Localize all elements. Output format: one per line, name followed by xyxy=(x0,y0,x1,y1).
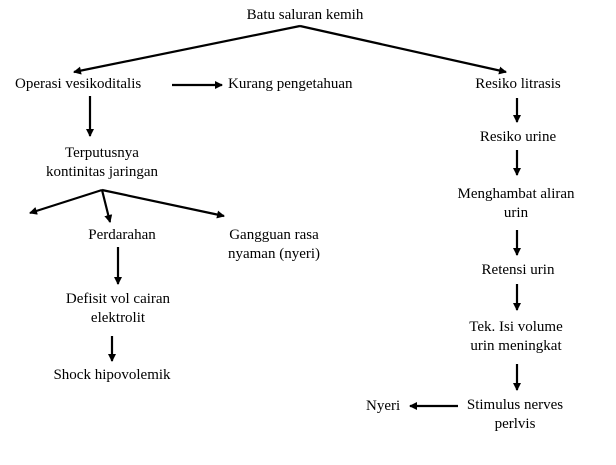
node-tek-isi-volume xyxy=(469,318,563,356)
node-resiko-litrasis: Resiko litrasis xyxy=(475,76,561,92)
node-gangguan-rasa-nyaman xyxy=(228,226,320,264)
node-resiko-urine: Resiko urine xyxy=(479,129,557,145)
node-stimulus-nerves xyxy=(467,396,563,434)
arrow-terputus-to-left xyxy=(30,190,102,213)
arrow-terputus-to-gangguan xyxy=(102,190,224,216)
node-kurang-pengetahuan: Kurang pengetahuan xyxy=(228,76,353,92)
arrow-terputus-to-perdarahan xyxy=(102,190,110,222)
node-perdarahan: Perdarahan xyxy=(88,227,156,243)
defisit-line-2: elektrolit xyxy=(90,310,146,326)
gangguan-line-1: Gangguan rasa xyxy=(229,227,319,243)
gangguan-line-2: nyaman (nyeri) xyxy=(227,246,321,262)
menghambat-line-2: urin xyxy=(503,205,529,221)
terputus-line-2: kontinitas jaringan xyxy=(45,164,159,180)
node-retensi-urin: Retensi urin xyxy=(481,262,555,278)
stimulus-line-1: Stimulus nerves xyxy=(466,397,564,413)
defisit-line-1: Defisit vol cairan xyxy=(65,291,171,307)
node-defisit-vol-cairan xyxy=(66,290,170,328)
arrow-title-to-operasi xyxy=(74,26,300,72)
stimulus-line-2: perlvis xyxy=(494,416,536,432)
node-terputusnya-kontinitas xyxy=(46,144,158,182)
arrow-title-to-resiko-litrasis xyxy=(300,26,506,72)
node-operasi-vesikoditalis: Operasi vesikoditalis xyxy=(15,76,142,92)
menghambat-line-1: Menghambat aliran xyxy=(457,186,575,202)
node-batu-saluran-kemih: Batu saluran kemih xyxy=(246,7,364,23)
node-shock-hipovolemik: Shock hipovolemik xyxy=(53,367,171,383)
tek-line-1: Tek. Isi volume xyxy=(469,319,563,335)
node-menghambat-aliran-urin xyxy=(457,185,574,223)
node-nyeri: Nyeri xyxy=(366,398,401,414)
terputus-line-1: Terputusnya xyxy=(65,145,139,161)
tek-line-2: urin meningkat xyxy=(470,338,562,354)
